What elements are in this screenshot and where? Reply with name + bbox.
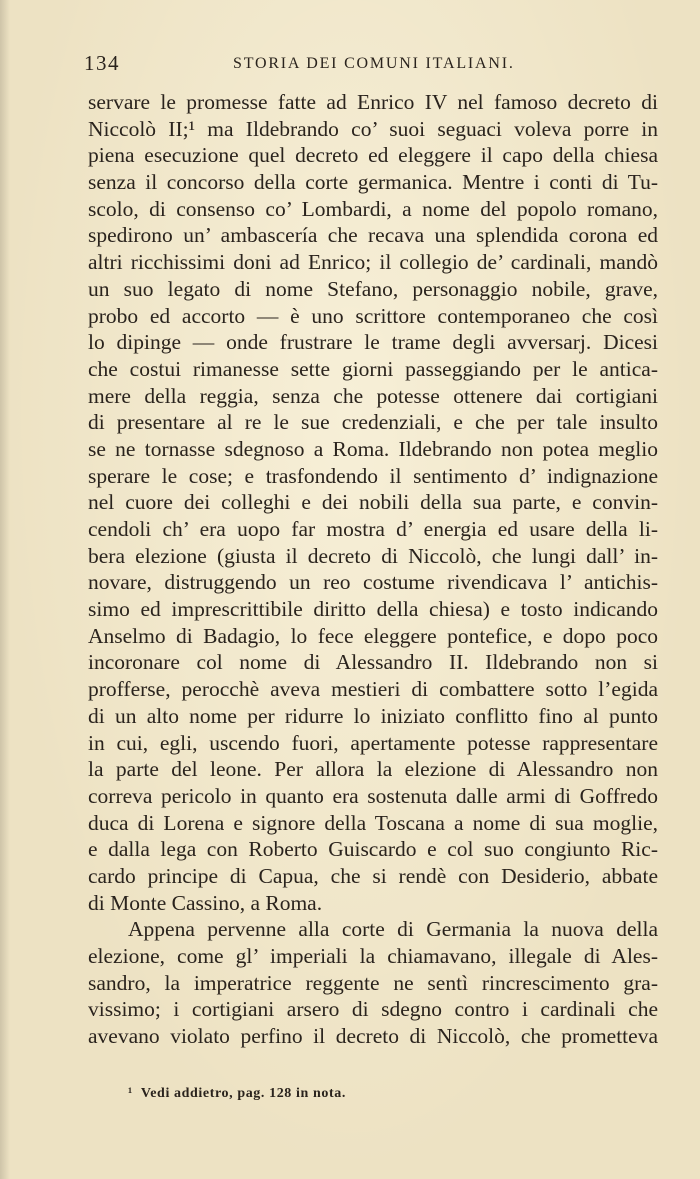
text-line: un suo legato di nome Stefano, personaggio nobile, grave, (88, 276, 658, 301)
text-line: simo ed imprescrittibile diritto della chiesa) e tosto indicando (88, 597, 658, 622)
text-line: avevano violato perfino il decreto di Niccolò, che prometteva (88, 1024, 658, 1049)
text-line: cendoli ch’ era uopo far mostra d’ energia ed usare della li- (88, 517, 658, 541)
text-line: Anselmo di Badagio, lo fece eleggere pontefice, e dopo poco (88, 623, 658, 648)
text-line: nel cuore dei colleghi e dei nobili della sua parte, e convin- (88, 490, 658, 515)
running-title: STORIA DEI COMUNI ITALIANI. (233, 55, 515, 72)
paragraph (88, 89, 658, 916)
text-line: in cui, egli, uscendo fuori, apertamente potesse rappresentare (88, 730, 658, 755)
footnote-marker: ¹ (128, 1086, 133, 1101)
footnote (128, 1084, 346, 1104)
text-line: di presentare al re le sue credenziali, e che per tale insulto (88, 410, 658, 435)
text-line: spedirono un’ ambascería che recava una splendida corona ed (88, 223, 658, 248)
text-line: incoronare col nome di Alessandro II. Ildebrando non si (88, 650, 658, 675)
text-line: duca di Lorena e signore della Toscana a nome di sua moglie, (88, 810, 658, 835)
text-line: scolo, di consenso co’ Lombardi, a nome del popolo romano, (88, 196, 658, 221)
text-line: Appena pervenne alla corte di Germania la nuova della (128, 917, 658, 942)
paragraph (88, 916, 658, 1049)
body-text (88, 89, 658, 1050)
text-line: senza il concorso della corte germanica. Mentre i conti di Tu- (88, 170, 658, 195)
text-line: lo dipinge — onde frustrare le trame degli avversarj. Dicesi (88, 330, 658, 355)
text-line: la parte del leone. Per allora la elezione di Alessandro non (88, 757, 658, 782)
page-number: 134 (84, 51, 120, 75)
text-line: sandro, la imperatrice reggente ne sentì rincrescimento gra- (88, 970, 658, 995)
text-line: vissimo; i cortigiani arsero di sdegno contro i cardinali che (88, 997, 658, 1022)
text-line: cardo principe di Capua, che si rendè con Desiderio, abbate (88, 863, 658, 888)
text-line: piena esecuzione quel decreto ed eleggere il capo della chiesa (88, 143, 658, 168)
text-line: Niccolò II;¹ ma Ildebrando co’ suoi seguaci voleva porre in (88, 116, 658, 141)
footnote-text: Vedi addietro, pag. 128 in nota. (140, 1086, 346, 1101)
text-line: altri ricchissimi doni ad Enrico; il collegio de’ cardinali, mandò (88, 250, 658, 275)
text-line: elezione, come gl’ imperiali la chiamavano, illegale di Ales- (88, 944, 658, 968)
text-line: che costui rimanesse sette giorni passeggiando per le antica- (88, 356, 658, 381)
text-line: novare, distruggendo un reo costume rivendicava l’ antichis- (88, 570, 658, 595)
text-line: profferse, perocchè aveva mestieri di combattere sotto l’egida (88, 677, 658, 702)
text-line: e dalla lega con Roberto Guiscardo e col suo congiunto Ric- (88, 837, 658, 862)
text-line: di un alto nome per ridurre lo iniziato conflitto fino al punto (88, 703, 658, 728)
text-line: bera elezione (giusta il decreto di Niccolò, che lungi dall’ in- (88, 543, 658, 568)
text-line: se ne tornasse sdegnoso a Roma. Ildebrando non potea meglio (88, 436, 658, 461)
text-line: correva pericolo in quanto era sostenuta dalle armi di Goffredo (88, 783, 658, 808)
text-line: di Monte Cassino, a Roma. (88, 890, 323, 915)
text-line: sperare le cose; e trasfondendo il sentimento d’ indignazione (88, 463, 658, 488)
text-line: mere della reggia, senza che potesse ottenere dai cortigiani (88, 383, 658, 408)
text-line: probo ed accorto — è uno scrittore contemporaneo che così (88, 303, 658, 328)
text-line: servare le promesse fatte ad Enrico IV nel famoso decreto di (88, 90, 658, 114)
